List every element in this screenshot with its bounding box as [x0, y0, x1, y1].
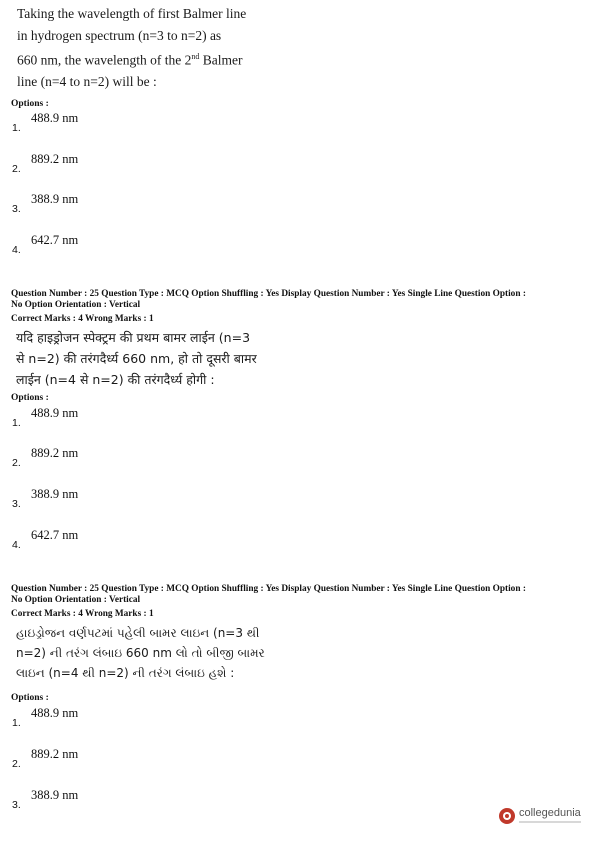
option-number: 1. [12, 717, 21, 729]
meta-line: No Option Orientation : Vertical [11, 300, 141, 310]
logo-text: collegedunia [519, 807, 581, 819]
question-line: લાઇન (n=4 થી n=2) ની તરંગ લંબાઇ હશે : [16, 666, 235, 680]
question-line: Taking the wavelength of first Balmer line [17, 6, 247, 21]
question-line: n=2) ની તરંગ લંબાઇ 660 nm લો તો બીજી બામર [16, 646, 265, 660]
options-label: Options : [11, 99, 49, 109]
option-number: 1. [12, 417, 21, 429]
meta-line: No Option Orientation : Vertical [11, 595, 141, 605]
meta-line: Correct Marks : 4 Wrong Marks : 1 [11, 314, 154, 324]
question-line: से n=2) की तरंगदैर्ध्य 660 nm, हो तो दूसरी बामर [16, 351, 257, 366]
option-number: 3. [12, 799, 21, 811]
option-value: 889.2 nm [31, 446, 79, 460]
question-text-gujarati [16, 623, 265, 683]
question-line: હાઇડ્રોજન વર્ણપટમાં પહેલી બામર લાઇન (n=3 થી [16, 626, 260, 640]
logo-icon [497, 806, 517, 826]
option-value: 488.9 nm [31, 706, 79, 720]
option-number: 3. [12, 498, 21, 510]
option-value: 388.9 nm [31, 487, 79, 501]
question-line: यदि हाइड्रोजन स्पेक्ट्रम की प्रथम बामर लाईन (n=3 [16, 330, 251, 345]
question-line: in hydrogen spectrum (n=3 to n=2) as [17, 27, 222, 43]
option-number: 4. [12, 539, 21, 551]
option-number: 1. [12, 122, 21, 134]
meta-line: Question Number : 25 Question Type : MCQ Option Shuffling : Yes Display Question Number : Yes Single Line Question Option : [11, 289, 526, 299]
option-value: 642.7 nm [31, 233, 79, 247]
question-line: line (n=4 to n=2) will be : [17, 74, 157, 89]
meta-line: Correct Marks : 4 Wrong Marks : 1 [11, 609, 154, 619]
collegedunia-logo [497, 802, 587, 830]
option-value: 488.9 nm [31, 111, 79, 125]
option-number: 4. [12, 244, 21, 256]
logo-tagline-bar [519, 821, 581, 823]
option-value: 889.2 nm [31, 747, 79, 761]
option-number: 2. [12, 758, 21, 770]
question-line: लाईन (n=4 से n=2) की तरंगदैर्ध्य होगी : [16, 372, 215, 387]
option-number: 2. [12, 457, 21, 469]
options-label: Options : [11, 693, 49, 703]
option-value: 488.9 nm [31, 406, 79, 420]
question-text-english [17, 3, 246, 93]
option-number: 3. [12, 203, 21, 215]
option-number: 2. [12, 163, 21, 175]
question-meta [11, 289, 526, 325]
options-label: Options : [11, 393, 49, 403]
question-meta [11, 584, 526, 620]
question-text-hindi [16, 327, 257, 390]
option-value: 388.9 nm [31, 788, 79, 802]
option-value: 388.9 nm [31, 192, 79, 206]
question-line: 660 nm, the wavelength of the 2nd Balmer [17, 52, 243, 68]
option-value: 642.7 nm [31, 528, 79, 542]
meta-line: Question Number : 25 Question Type : MCQ Option Shuffling : Yes Display Question Number : Yes Single Line Question Option : [11, 584, 526, 594]
option-value: 889.2 nm [31, 152, 79, 166]
